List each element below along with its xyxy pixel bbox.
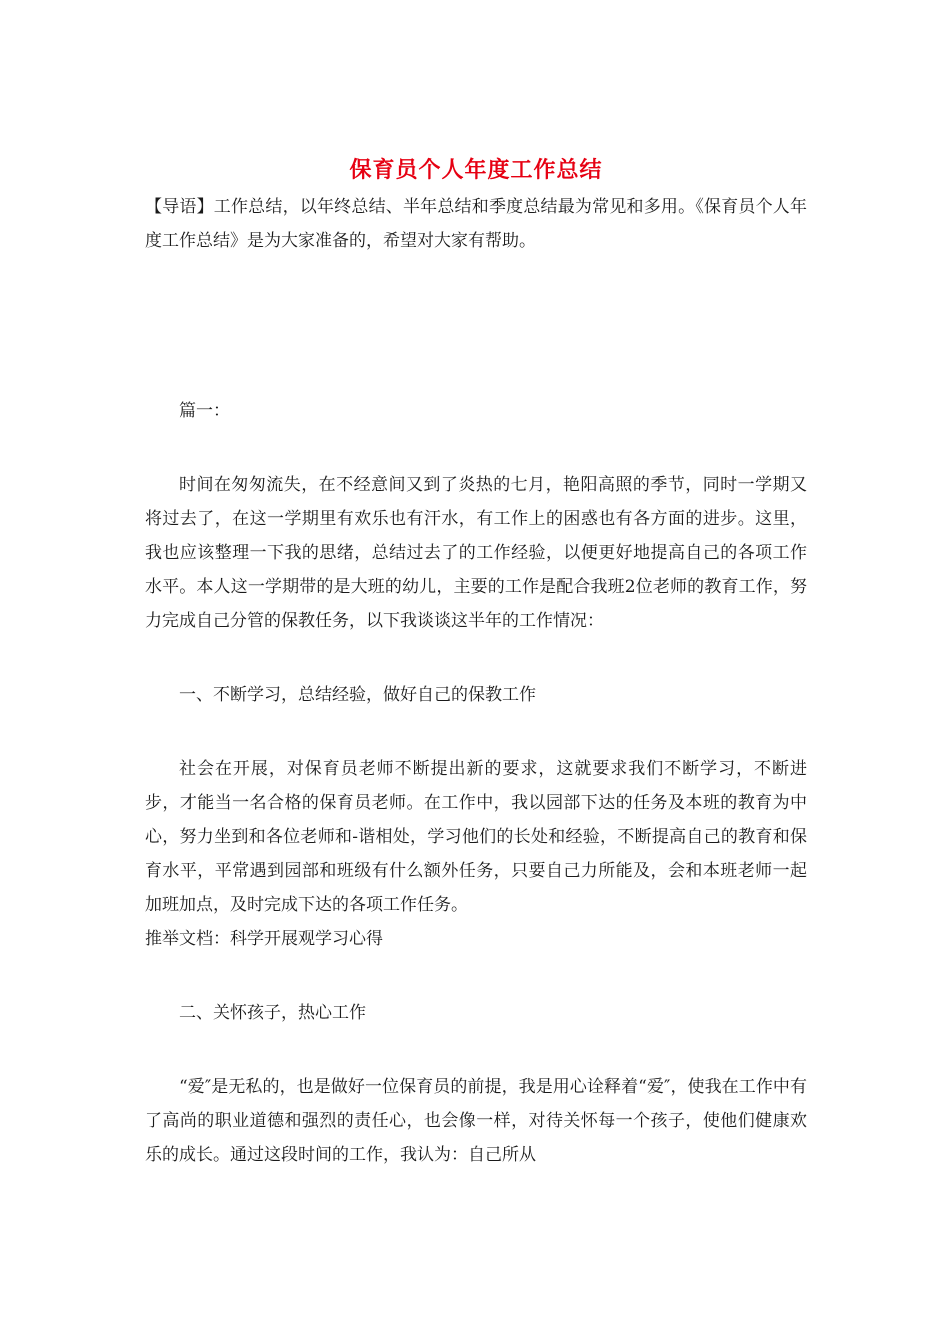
recommended-doc-link[interactable]: 推举文档：科学开展观学习心得	[145, 929, 383, 949]
intro-paragraph: 【导语】工作总结，以年终总结、半年总结和季度总结最为常见和多用。《保育员个人年度工作总结》是为大家准备的，希望对大家有帮助。	[145, 197, 807, 251]
heading-2: 二、关怀孩子，热心工作	[179, 1003, 366, 1023]
body-paragraph-3: “爱″是无私的，也是做好一位保育员的前提，我是用心诠释着“爱″，使我在工作中有了高尚的职业道德和强烈的责任心，也会像一样，对待关怀每一个孩子，使他们健康欢乐的成长。通过这段时间的工作，我认为：自己所从	[145, 1077, 807, 1165]
heading-1: 一、不断学习，总结经验，做好自己的保教工作	[179, 685, 536, 705]
section-label: 篇一：	[179, 401, 230, 421]
document-page	[145, 150, 807, 1172]
document-title: 保育员个人年度工作总结	[349, 157, 603, 183]
body-paragraph-1: 时间在匆匆流失，在不经意间又到了炎热的七月，艳阳高照的季节，同时一学期又将过去了，在这一学期里有欢乐也有汗水，有工作上的困惑也有各方面的进步。这里，我也应该整理一下我的思绪，总结过去了的工作经验，以便更好地提高自己的各项工作水平。本人这一学期带的是大班的幼儿，主要的工作是配合我班2位老师的教育工作，努力完成自己分管的保教任务，以下我谈谈这半年的工作情况：	[145, 475, 807, 631]
body-paragraph-2: 社会在开展，对保育员老师不断提出新的要求，这就要求我们不断学习，不断进步，才能当一名合格的保育员老师。在工作中，我以园部下达的任务及本班的教育为中心，努力坐到和各位老师和-谐相处，学习他们的长处和经验，不断提高自己的教育和保育水平，平常遇到园部和班级有什么额外任务，只要自己力所能及，会和本班老师一起加班加点，及时完成下达的各项工作任务。	[145, 759, 807, 915]
